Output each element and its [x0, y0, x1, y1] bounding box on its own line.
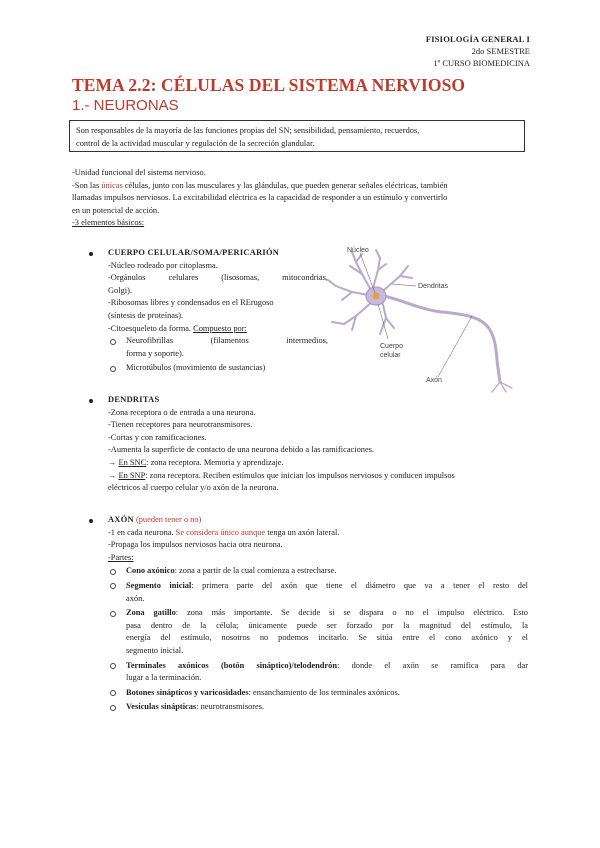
term-text: Cono axónico: [126, 566, 175, 576]
body-line: Neurofibrillas (filamentos intermedios,: [126, 336, 328, 346]
sub-bullet: [88, 660, 528, 685]
section-body: [88, 527, 528, 565]
arrow-text: →: [108, 457, 119, 467]
label-dendritas: Dendritas: [418, 283, 448, 290]
body-line: (síntesis de proteínas).: [108, 310, 184, 320]
text-span: : zona receptora. Memoria y aprendizaje.: [146, 457, 284, 467]
highlight-text: Se considera único aunque: [175, 527, 266, 537]
body-line: segmento inicial.: [126, 645, 184, 655]
term-text: Segmento inicial: [126, 580, 192, 590]
page-title: TEMA 2.2: CÉLULAS DEL SISTEMA NERVIOSO: [72, 75, 466, 95]
section-heading: 1.- NEURONAS: [72, 97, 179, 114]
text-span: : primera parte del axón que tiene el diámetro que va a tener el resto del: [191, 580, 528, 590]
circle-bullet-icon: [110, 366, 116, 372]
label-axon: Axón: [426, 377, 442, 384]
term-text: Vesículas sinápticas: [126, 702, 197, 712]
body-line: -Núcleo rodeado por citoplasma.: [108, 260, 218, 270]
sub-bullet: [88, 687, 528, 700]
sub-bullet: [88, 362, 328, 375]
summary-line: control de la actividad muscular y regulación de la secreción glandular.: [76, 138, 315, 148]
section-title: [88, 514, 528, 527]
body-line: [108, 527, 528, 540]
text-span: -Son las: [72, 180, 102, 190]
body-line: [108, 323, 328, 336]
text-span: : neurotransmisores.: [196, 702, 265, 712]
text-span: : ensanchamiento de los terminales axónicos.: [248, 687, 400, 697]
neuron-diagram: [322, 244, 534, 394]
sub-bullet: [88, 565, 528, 578]
sub-bullet: [88, 701, 528, 714]
underlined-text: Compuesto por:: [193, 323, 247, 333]
underlined-text: En SNP: [118, 470, 146, 480]
body-line: -Partes:: [108, 552, 134, 562]
sub-bullet: [88, 580, 528, 605]
circle-bullet-icon: [110, 690, 116, 696]
label-celular: celular: [380, 352, 401, 359]
header-course: 1º CURSO BIOMEDICINA: [433, 58, 530, 68]
bullet-icon: [89, 252, 93, 256]
body-line: eléctricos al cuerpo celular y/o axón de la neurona.: [108, 483, 279, 493]
highlight-text: únicas: [101, 180, 123, 190]
body-line: pasa dentro de la célula; únicamente puede ser forzado por la magnitud del estímulo, la: [126, 620, 528, 630]
body-line: axón.: [126, 593, 145, 603]
body-line: [108, 457, 528, 470]
body-line: lugar a la terminación.: [126, 673, 202, 683]
label-nucleo: Núcleo: [347, 247, 369, 254]
section-body: [88, 407, 528, 495]
body-line: -Aumenta la superficie de contacto de una neurona debido a las ramificaciones.: [108, 445, 375, 455]
body-line: -Orgánulos celulares (lisosomas, mitocondrias,: [108, 273, 328, 283]
sub-bullet: [88, 335, 328, 348]
circle-bullet-icon: [110, 339, 116, 345]
body-line: Golgi).: [108, 285, 132, 295]
text-span: -1 en cada neurona.: [108, 527, 176, 537]
neuron-illustration: [322, 244, 534, 394]
circle-bullet-icon: [110, 663, 116, 669]
body-line: [126, 660, 528, 673]
arrow-text: →: [108, 470, 119, 480]
section-title-text: AXÓN: [108, 515, 134, 524]
underlined-text: En SNC: [118, 457, 147, 467]
bullet-icon: [89, 519, 93, 523]
text-span: : zona más importante. Se decide si se dispara o no el impulso eléctrico. Esto: [175, 608, 528, 618]
section-title: [88, 394, 528, 407]
body-line: [108, 470, 528, 483]
circle-bullet-icon: [110, 583, 116, 589]
text-span: : zona a partir de la cual comienza a estrecharse.: [174, 566, 337, 576]
axon-shape: [384, 296, 500, 382]
intro-line: -Unidad funcional del sistema nervioso.: [72, 168, 206, 177]
body-line: -Propaga los impulsos nerviosos hacia otra neurona.: [108, 540, 283, 550]
body-line: [126, 580, 528, 593]
intro-line: [72, 180, 532, 193]
circle-bullet-icon: [110, 705, 116, 711]
body-line: [126, 607, 528, 620]
label-cuerpo: Cuerpo: [380, 343, 403, 350]
bullet-icon: [89, 399, 93, 403]
term-text: Zona gatillo: [126, 608, 176, 618]
text-span: tenga un axón lateral.: [265, 527, 340, 537]
text-span: : donde el axón se ramifica para dar: [337, 660, 528, 670]
sub-bullet: [88, 607, 528, 657]
text-span: células, junto con las musculares y las glándulas, que pueden generar señales eléctricas, también: [122, 180, 448, 190]
document-header: [426, 33, 530, 69]
intro-paragraph: [72, 167, 532, 230]
text-span: : zona receptora. Reciben estímulos que inician los impulsos nerviosos y conducen impulsos: [145, 470, 455, 480]
term-text: Terminales axónicos (botón sináptico)/telodendrón: [126, 660, 337, 670]
body-line: energía del estímulo, nosotros no podemos incitarlo. Se sitúa entre el cono axónico y el: [126, 633, 528, 643]
section-axon: [88, 514, 528, 714]
body-line: forma y soporte).: [126, 348, 184, 358]
text-span: -Citoesqueleto da forma.: [108, 323, 194, 333]
intro-line: en un potencial de acción.: [72, 205, 160, 215]
intro-line: -3 elementos básicos:: [72, 218, 145, 228]
term-text: Botones sinápticos y varicosidades: [126, 687, 249, 697]
summary-box: [69, 120, 525, 152]
section-cuerpo-celular: [88, 247, 328, 375]
header-semester: 2do SEMESTRE: [471, 46, 530, 56]
highlight-text: (pueden tener o no): [133, 515, 202, 524]
nucleus-shape: [373, 293, 380, 300]
intro-line: llamadas impulsos nerviosos. La excitabilidad eléctrica es la capacidad de responder a un estímulo y convertirlo: [72, 193, 448, 203]
circle-bullet-icon: [110, 569, 116, 575]
section-body: [88, 260, 328, 336]
circle-bullet-icon: [110, 611, 116, 617]
section-title-text: CUERPO CELULAR/SOMA/PERICARIÓN: [108, 248, 280, 257]
section-title: [88, 247, 328, 260]
body-line: -Tienen receptores para neurotransmisores.: [108, 420, 253, 430]
summary-line: Son responsables de la mayoría de las funciones propias del SN; sensibilidad, pensamiento, recuerdos,: [76, 126, 420, 135]
header-subject: FISIOLOGÍA GENERAL I: [425, 34, 530, 44]
body-line: Microtúbulos (movimiento de sustancias): [126, 363, 266, 373]
body-line: -Ribosomas libres y condensados en el RErugoso: [108, 298, 274, 308]
body-line: -Zona receptora o de entrada a una neurona.: [108, 407, 256, 417]
section-title-text: DENDRITAS: [108, 395, 160, 404]
section-dendritas: [88, 394, 528, 495]
body-line: -Cortas y con ramificaciones.: [108, 432, 207, 442]
